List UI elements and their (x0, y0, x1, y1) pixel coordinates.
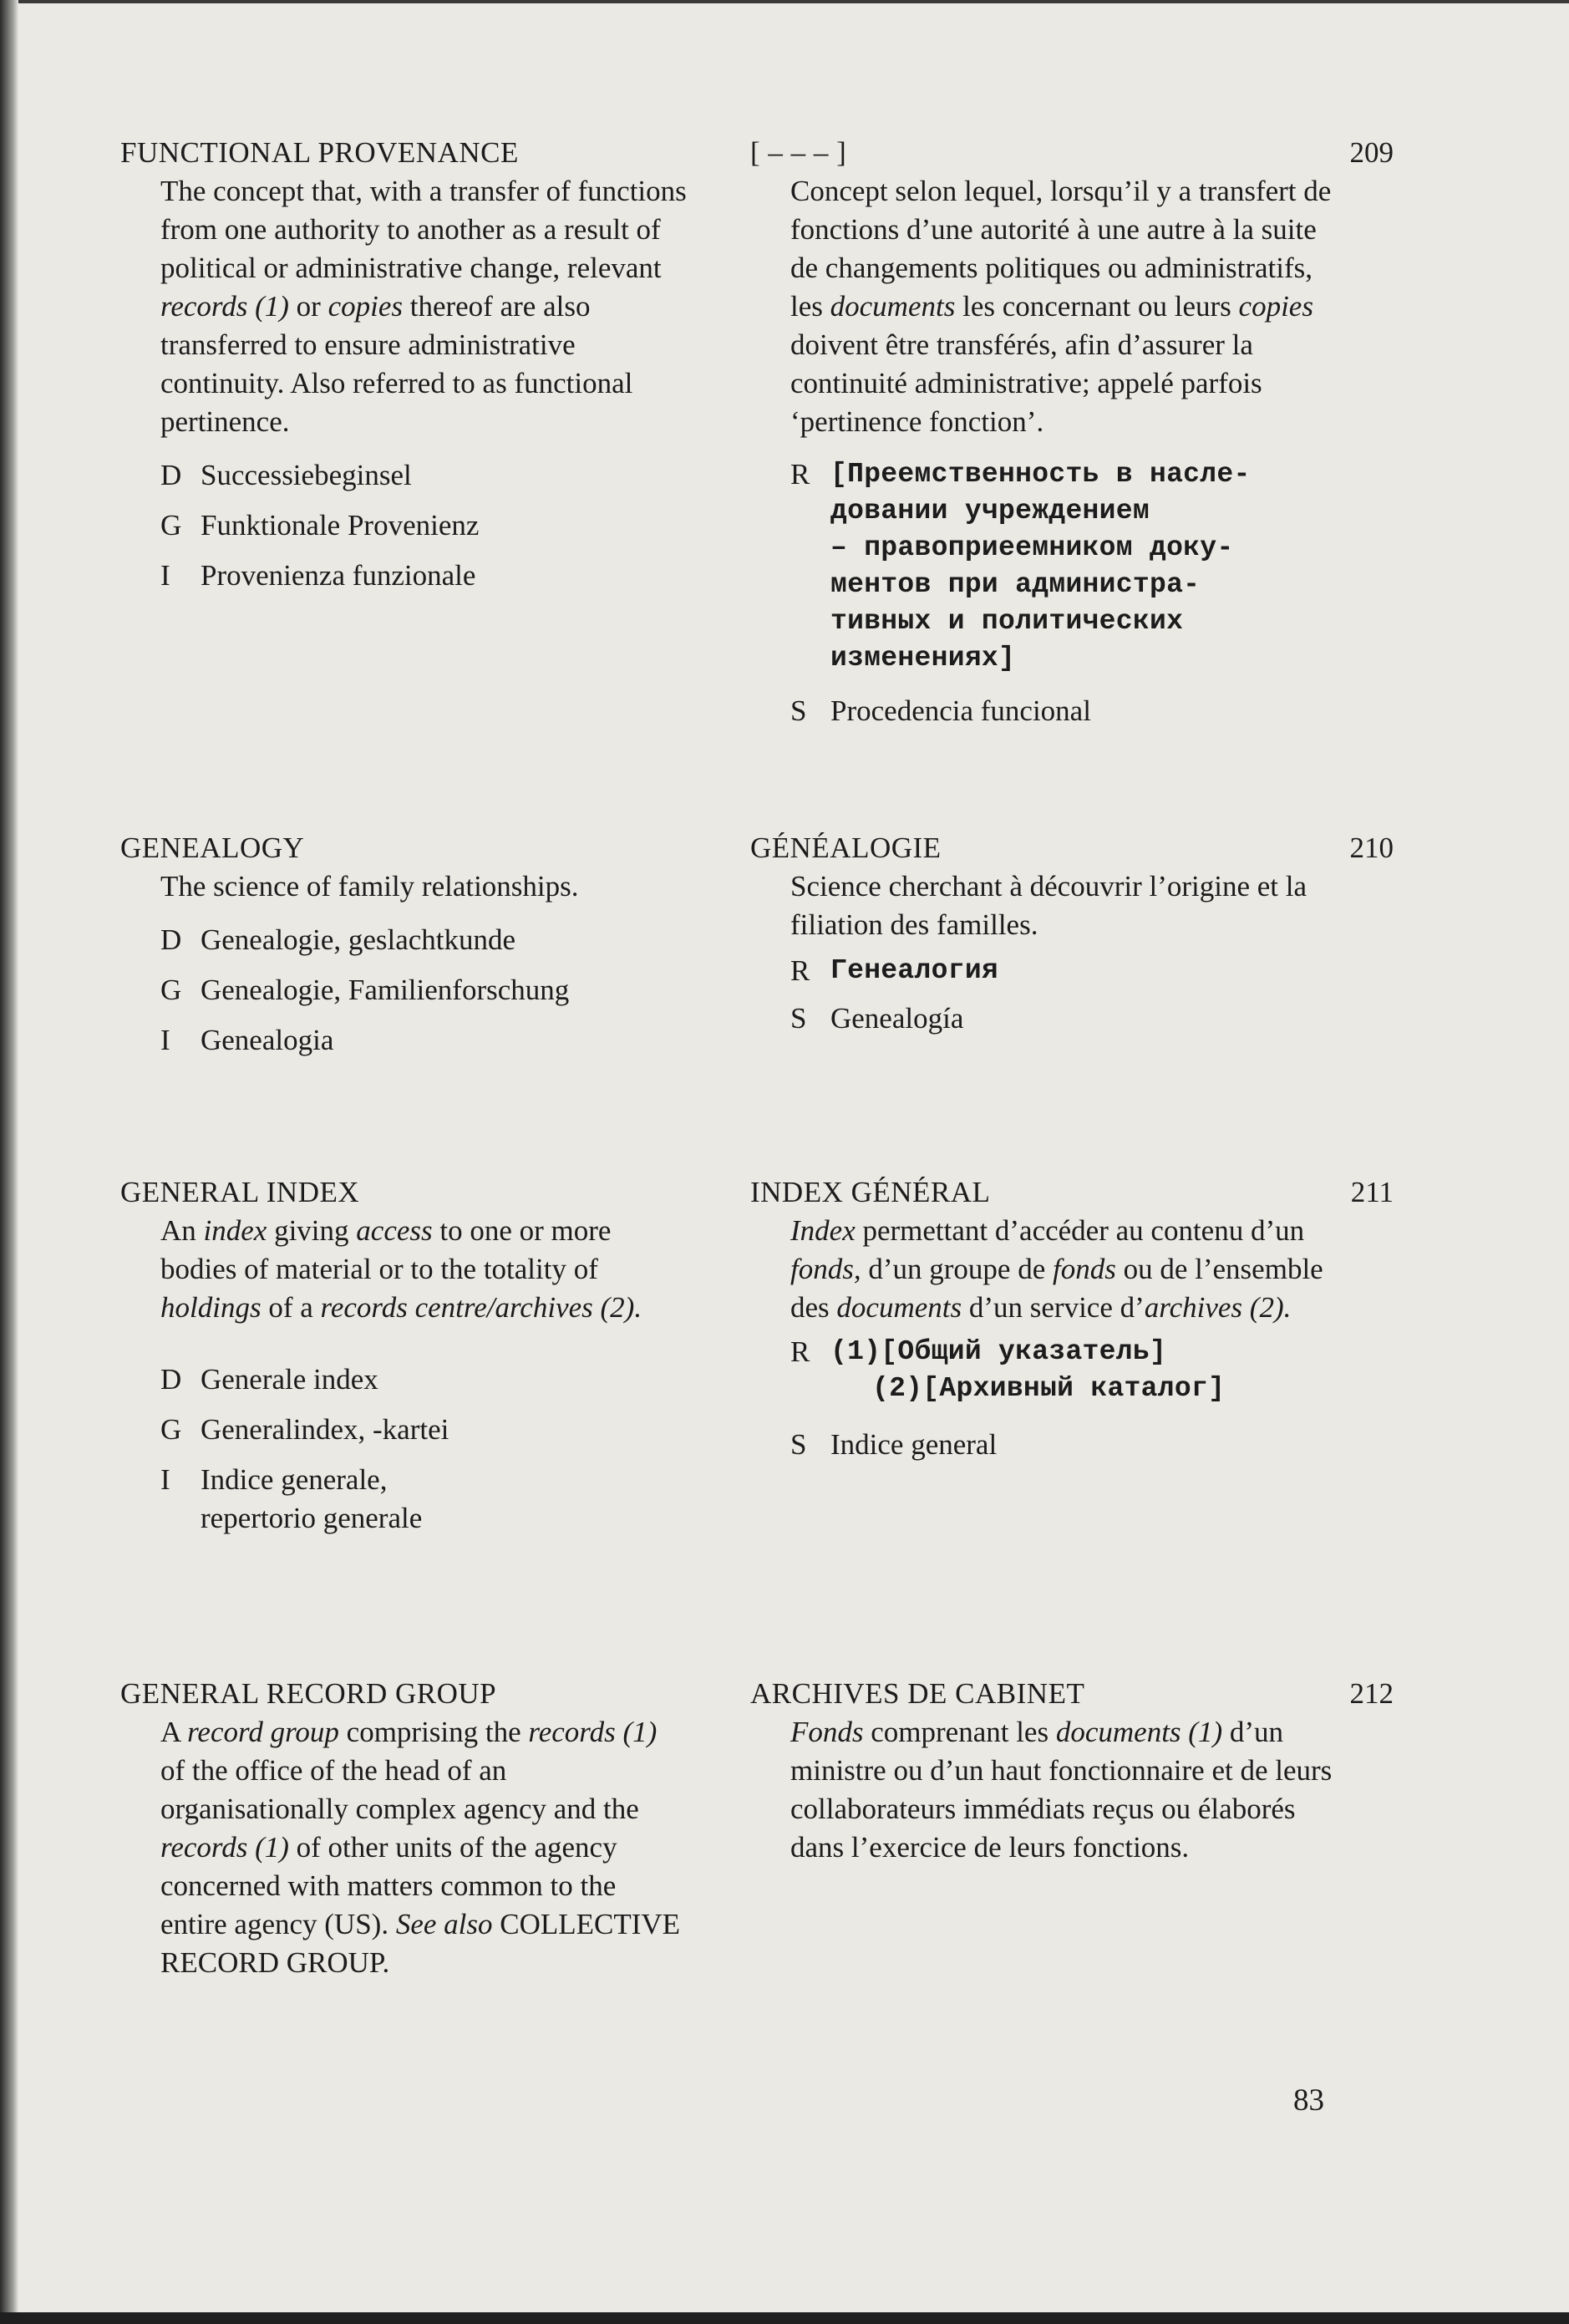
entry-209-french (750, 134, 1335, 730)
entry-209-french-term: [ – – – ] (750, 136, 847, 169)
equivalent-german: G Generalindex, -kartei (160, 1413, 449, 1446)
russian-line: Генеалогия (830, 955, 999, 986)
entry-number: 210 (1349, 831, 1394, 864)
entry-212-french-definition: Fonds comprenant les documents (1) d’un ministre ou d’un haut fonctionnaire et de leurs collaborateurs immédiats reçus ou élaborés dans l’exercice de leurs fonctions. (790, 1716, 1333, 1864)
equivalent-italian: I Genealogia (160, 1024, 334, 1056)
russian-line: [Преемственность в насле- (830, 459, 1251, 490)
russian-line: тивных и политических (830, 606, 1184, 637)
equivalent-dutch: D Successiebeginsel (160, 459, 412, 491)
equivalent-russian: R [Преемственность в насле- довании учреждением – правоприеемником доку- ментов при администра- тивных и политических изменениях] (790, 456, 1335, 677)
entry-212-english-definition: A record group comprising the records (1) of the office of the head of an organisationally complex agency and the records (1) of other units of the agency concerned with matters common to the entire agency (US). See also COLLECTIVE RECORD GROUP. (160, 1716, 681, 1979)
entry-211-french-definition: Index permettant d’accéder au contenu d’un fonds, d’un groupe de fonds ou de l’ensemble des documents d’un service d’archives (2). (790, 1214, 1323, 1324)
entry-209-english-definition: The concept that, with a transfer of functions from one authority to another as a result of political or administrative change, relevant records (1) or copies thereof are also transferred to ensure administrative continuity. Also referred to as functional pertinence. (160, 175, 687, 438)
equivalent-german: G Funktionale Provenienz (160, 509, 480, 542)
equivalent-spanish: S Procedencia funcional (790, 694, 1091, 727)
entry-212-english (120, 1675, 688, 1982)
entry-210-english-definition: The science of family relationships. (160, 870, 579, 903)
page-number: 83 (1293, 2083, 1324, 2118)
equivalent-dutch: D Genealogie, geslachtkunde (160, 923, 516, 956)
entry-211-french-term: INDEX GÉNÉRAL (750, 1176, 991, 1208)
russian-line: изменениях] (830, 643, 1016, 674)
entry-210-french-definition: Science cherchant à découvrir l’origine et la filiation des familles. (790, 870, 1308, 941)
entry-209-english-term: FUNCTIONAL PROVENANCE (120, 136, 519, 169)
entry-210-french (750, 829, 1335, 1038)
equivalent-dutch: D Generale index (160, 1363, 378, 1396)
equivalent-russian: R Генеалогия (790, 953, 1335, 989)
equivalent-italian: I Indice generale, repertorio generale (160, 1463, 423, 1534)
entry-number: 211 (1350, 1176, 1394, 1208)
entry-211-english-definition: An index giving access to one or more bodies of material or to the totality of holdings of a records centre/archives (2). (160, 1214, 642, 1324)
equivalent-italian: I Provenienza funzionale (160, 559, 476, 592)
equivalent-russian: R (1)[Общий указатель] (2)[Архивный каталог] (790, 1334, 1335, 1407)
entry-211-french (750, 1173, 1335, 1464)
entry-number: 212 (1349, 1677, 1394, 1710)
entry-210-french-term: GÉNÉALOGIE (750, 831, 942, 864)
entry-number: 209 (1349, 136, 1394, 169)
entry-210-english-term: GENEALOGY (120, 831, 305, 864)
russian-line: довании учреждением (830, 496, 1150, 526)
equivalent-spanish: S Indice general (790, 1428, 998, 1461)
equivalent-spanish: S Genealogía (790, 1002, 964, 1035)
entry-211-english (120, 1173, 688, 1538)
entry-212-english-term: GENERAL RECORD GROUP (120, 1677, 497, 1710)
entry-212-french (750, 1675, 1335, 1867)
entry-210-english (120, 829, 688, 1060)
page-bottom-edge (0, 2312, 1569, 2324)
russian-line: (1)[Общий указатель] (830, 1336, 1167, 1367)
russian-line: – правоприеемником доку- (830, 532, 1234, 563)
russian-line: ментов при администра- (830, 569, 1201, 600)
entry-209-english (120, 134, 688, 595)
russian-line: (2)[Архивный каталог] (872, 1373, 1226, 1404)
equivalent-german: G Genealogie, Familienforschung (160, 974, 570, 1006)
entry-212-french-term: ARCHIVES DE CABINET (750, 1677, 1085, 1710)
entry-211-english-term: GENERAL INDEX (120, 1176, 360, 1208)
entry-209-french-definition: Concept selon lequel, lorsqu’il y a transfert de fonctions d’une autorité à une autre à la suite de changements politiques ou administratifs, les documents les concernant ou leurs copies doivent être transférés, afin d’assurer la continuité administrative; appelé parfois ‘pertinence fonction’. (790, 175, 1332, 438)
